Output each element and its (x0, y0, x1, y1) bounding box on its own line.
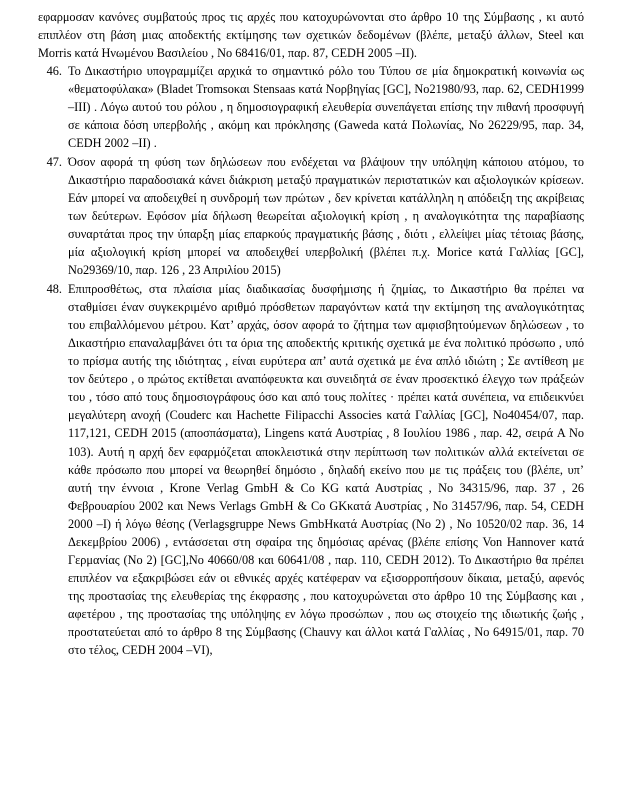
paragraph-text: εφαρμοσαν κανόνες συμβατούς προς τις αρχές που κατοχυρώνονται στο άρθρο 10 της Σύμβασης , κι αυτό επιπλέον στη βάση μιας αποδεκτής εκτίμησης των σχετικών δεδομένων (βλέπε, μεταξύ άλλων, Steel και Morris κατά Ηνωμένου Βασιλείου , Νο 68416/01, παρ. 87, CEDH 2005 –II). (38, 10, 584, 61)
paragraph-text: Το Δικαστήριο υπογραμμίζει αρχικά το σημαντικό ρόλο του Τύπου σε μία δημοκρατική κοινωνία ως «θεματοφύλακα» (Bladet Tromsoκαι Stensaas κατά Νορβηγίας [GC], Νο21980/93, παρ. 62, CEDH1999 –III) . Λόγω αυτού του ρόλου , η δημοσιογραφική ελευθερία συνεπάγεται επίσης την πιθανή προσφυγή σε κάποια δόση υπερβολής , ακόμη και πρόκλησης (Gaweda κατά Πολωνίας, Νο 26229/95, παρ. 34, CEDH 2002 –II) . (68, 64, 584, 151)
paragraph-text: Όσον αφορά τη φύση των δηλώσεων που ενδέχεται να βλάψουν την υπόληψη κάποιου ατόμου, το Δικαστήριο παραδοσιακά κάνει διάκριση μεταξύ πραγματικών περιστατικών και αξιολογικών κρίσεων. Εάν μπορεί να αποδειχθεί η συνδρομή των πρώτων , δεν κρίνεται κατάλληλη η απόδειξη της ακρίβειας των δεύτερων. Εφόσον μία δήλωση θεωρείται αξιολογική κρίση , η αναλογικότητα της παραβίασης συναρτάται προς την ύπαρξη μίας επαρκούς πραγματικής βάσης , διότι , ελλείψει μίας τέτοιας βάσης, μία αξιολογική κρίση μπορεί να αποδειχθεί υπερβολική (βλέπει π.χ. Morice κατά Γαλλίας [GC], Νο29369/10, παρ. 126 , 23 Απριλίου 2015) (68, 155, 584, 278)
numbered-paragraph-48 (38, 280, 584, 659)
paragraph-text: Επιπροσθέτως, στα πλαίσια μίας διαδικασίας δυσφήμισης ή ζημίας, το Δικαστήριο θα πρέπει να σταθμίσει έναν συγκεκριμένο αριθμό πρόσθετων παραγόντων κατά την εκτίμηση της αναλογικότητας του επιβαλλόμενου μέτρου. Κατ’ αρχάς, όσον αφορά το ζήτημα των αμφισβητούμενων δηλώσεων , το Δικαστήριο επαναλαμβάνει ότι τα όρια της αποδεκτής κριτικής σχετικά με ένα πολιτικό πρόσωπο , υπό το πρίσμα αυτής της ιδιότητας , είναι ευρύτερα απ’ αυτά σχετικά με ένα απλό ιδιώτη ; Σε αντίθεση με τον δεύτερο , ο πρώτος εκτίθεται αναπόφευκτα και συνειδητά σε έναν προσεκτικό έλεγχο των πράξεών του , τόσο από τους δημοσιογράφους όσο και από τους πολίτες · πρέπει κατά συνέπεια, να επιδεικνύει μεγαλύτερη ανοχή (Couderc και Hachette Filipacchi Associes κατά Γαλλίας [GC], Νο40454/07, παρ. 117,121, CEDH 2015 (αποσπάσματα), Lingens κατά Αυστρίας , 8 Ιουλίου 1986 , παρ. 42, σειρά A No 103). Αυτή η αρχή δεν εφαρμόζεται αποκλειστικά στην περίπτωση των πολιτικών αλλά εκτείνεται σε κάθε πρόσωπο που μπορεί να θεωρηθεί δημόσιο , δηλαδή εκείνο που με τις πράξεις του (βλέπε, υπ’ αυτή την έννοια , Krone Verlag GmbH & Co KG κατά Αυστρίας , Νο 34315/96, παρ. 37 , 26 Φεβρουαρίου 2002 και News Verlags GmbH & Co GKκατά Αυστρίας , Νο 31457/96, παρ. 54, CEDH 2000 –I) ή λόγω θέσης (Verlagsgruppe News GmbHκατά Αυστρίας (Νο 2) , Νο 10520/02 παρ. 36, 14 Δεκεμβρίου 2006) , εντάσσεται στη σφαίρα της δημόσιας αρένας (βλέπε επίσης Von Hannover κατά Γερμανίας (Νο 2) [GC],Νο 40660/08 και 60641/08 , παρ. 110, CEDH 2012). Το Δικαστήριο θα πρέπει επιπλέον να εξακριβώσει εάν οι εθνικές αρχές κατέφεραν να εξισορροπήσουν δίκαια, μεταξύ, αφενός της προστασίας της ελευθερίας της έκφρασης , που κατοχυρώνεται στο άρθρο 10 της Σύμβασης και , αφετέρου , της προστασίας της υπόληψης εν λόγω προσώπων , που ως στοιχείο της ιδιωτικής ζωής , προστατεύεται από το άρθρο 8 της Σύμβασης (Chauvy και άλλοι κατά Γαλλίας , Νο 64915/01, παρ. 70 στο τέλος, CEDH 2004 –VI), (68, 281, 584, 658)
paragraph-number: 46. (46, 64, 62, 79)
paragraph-number: 47. (46, 155, 62, 169)
numbered-paragraph-47 (38, 153, 584, 279)
paragraph-continuation (38, 8, 584, 62)
numbered-paragraph-46 (38, 62, 584, 152)
paragraph-number: 48. (46, 281, 62, 296)
